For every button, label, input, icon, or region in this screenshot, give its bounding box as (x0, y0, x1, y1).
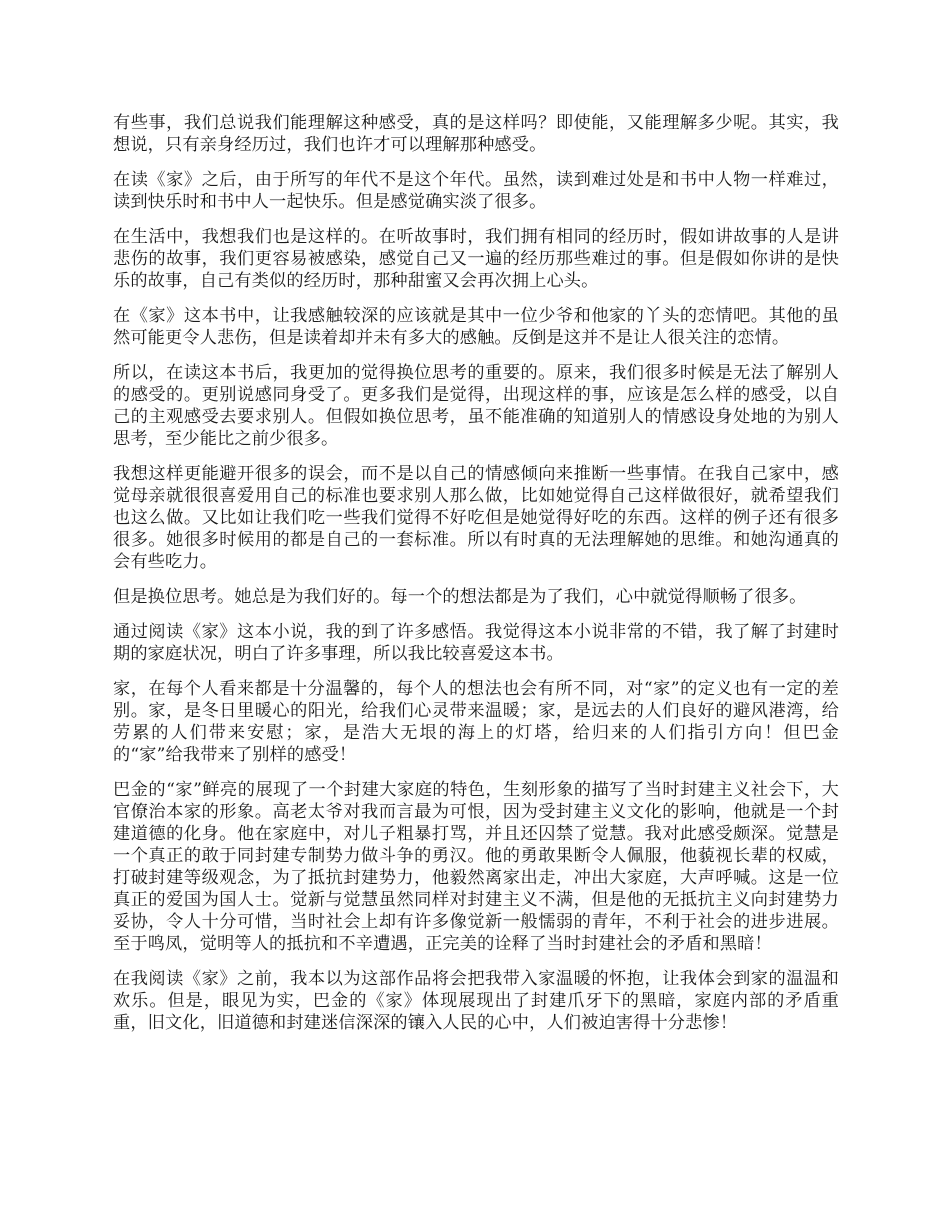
paragraph: 在读《家》之后，由于所写的年代不是这个年代。虽然，读到难过处是和书中人物一样难过，读到快乐时和书中人一起快乐。但是感觉确实淡了很多。 (113, 170, 839, 212)
paragraph: 家，在每个人看来都是十分温馨的，每个人的想法也会有所不同，对“家”的定义也有一定的差别。家，是冬日里暖心的阳光，给我们心灵带来温暖；家，是远去的人们良好的避风港湾，给劳累的人们带来安慰；家，是浩大无垠的海上的灯塔，给归来的人们指引方向！但巴金的“家”给我带来了别样的感受！ (113, 679, 839, 765)
paragraph: 但是换位思考。她总是为我们好的。每一个的想法都是为了我们，心中就觉得顺畅了很多。 (113, 587, 807, 607)
paragraph: 我想这样更能避开很多的误会，而不是以自己的情感倾向来推断一些事情。在我自己家中，感觉母亲就很很喜爱用自己的标准也要求别人那么做，比如她觉得自己这样做很好，就希望我们也这么做。又比如让我们吃一些我们觉得不好吃但是她觉得好吃的东西。这样的例子还有很多很多。她很多时候用的都是自己的一套标准。所以有时真的无法理解她的思维。和她沟通真的会有些吃力。 (113, 464, 839, 572)
paragraph: 在我阅读《家》之前，我本以为这部作品将会把我带入家温暖的怀抱，让我体会到家的温温和欢乐。但是，眼见为实，巴金的《家》体现展现出了封建爪牙下的黑暗，家庭内部的矛盾重重，旧文化，旧道德和封建迷信深深的镶入人民的心中，人们被迫害得十分悲惨！ (113, 969, 839, 1033)
paragraph: 通过阅读《家》这本小说，我的到了许多感悟。我觉得这本小说非常的不错，我了解了封建时期的家庭状况，明白了许多事理，所以我比较喜爱这本书。 (113, 622, 839, 664)
paragraph: 在《家》这本书中，让我感触较深的应该就是其中一位少爷和他家的丫头的恋情吧。其他的虽然可能更令人悲伤，但是读着却并未有多大的感触。反倒是这并不是让人很关注的恋情。 (113, 306, 839, 348)
paragraph: 巴金的“家”鲜亮的展现了一个封建大家庭的特色，生刻形象的描写了当时封建主义社会下，大官僚治本家的形象。高老太爷对我而言最为可恨，因为受封建主义文化的影响，他就是一个封建道德的化身。他在家庭中，对儿子粗暴打骂，并且还囚禁了觉慧。我对此感受颇深。觉慧是一个真正的敢于同封建专制势力做斗争的勇汉。他的勇敢果断令人佩服，他藐视长辈的权威，打破封建等级观念，为了抵抗封建势力，他毅然离家出走，冲出大家庭，大声呼喊。这是一位真正的爱国为国人士。觉新与觉慧虽然同样对封建主义不满，但是他的无抵抗主义向封建势力妥协，令人十分可惜，当时社会上却有许多像觉新一般懦弱的青年，不利于社会的进步进展。至于鸣凤，觉明等人的抵抗和不辛遭遇，正完美的诠释了当时封建社会的矛盾和黑暗！ (113, 780, 839, 954)
paragraph: 有些事，我们总说我们能理解这种感受，真的是这样吗？即使能，又能理解多少呢。其实，我想说，只有亲身经历过，我们也许才可以理解那种感受。 (113, 113, 839, 155)
paragraph: 所以，在读这本书后，我更加的觉得换位思考的重要的。原来，我们很多时候是无法了解别人的感受的。更别说感同身受了。更多我们是觉得，出现这样的事，应该是怎么样的感受，以自己的主观感受去要求别人。但假如换位思考，虽不能准确的知道别人的情感设身处地的为别人思考，至少能比之前少很多。 (113, 363, 839, 449)
paragraph: 在生活中，我想我们也是这样的。在听故事时，我们拥有相同的经历时，假如讲故事的人是讲悲伤的故事，我们更容易被感染，感觉自己又一遍的经历那些难过的事。但是假如你讲的是快乐的故事，自己有类似的经历时，那种甜蜜又会再次拥上心头。 (113, 227, 839, 291)
document-body (113, 112, 839, 1047)
